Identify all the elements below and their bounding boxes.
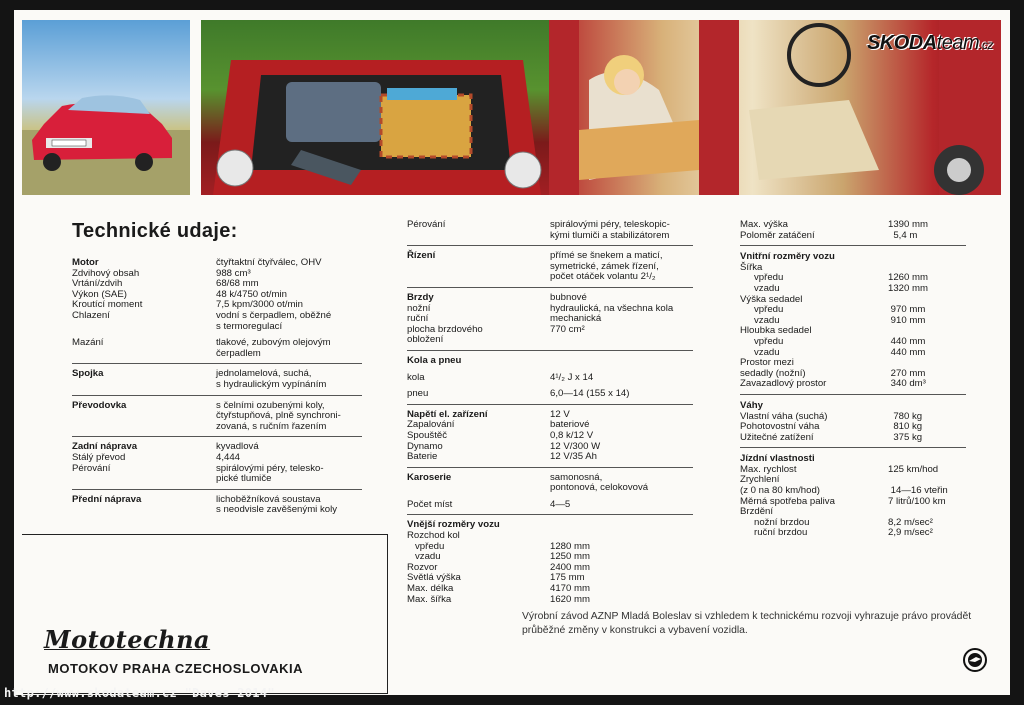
spec-label xyxy=(407,272,550,283)
spec-label: Napětí el. zařízení xyxy=(407,408,488,420)
spec-row xyxy=(72,322,362,333)
section-divider xyxy=(740,394,966,395)
spec-row xyxy=(407,389,693,400)
spec-value: 1320 mm xyxy=(888,282,928,294)
spec-value: pontonová, celokovová xyxy=(550,482,649,494)
spec-row xyxy=(740,497,966,508)
spec-label: Vnější rozměry vozu xyxy=(407,519,500,531)
spec-label: Počet míst xyxy=(407,498,453,510)
spec-label: vpředu xyxy=(407,540,445,552)
spec-label: Zadní náprava xyxy=(72,441,138,453)
spec-value: 780 kg xyxy=(888,410,923,422)
spec-value: 4¹/₂ J x 14 xyxy=(550,371,594,383)
brochure-page xyxy=(14,10,1010,695)
spec-value: symetrické, zámek řízení, xyxy=(550,260,659,272)
spec-value: pické tlumiče xyxy=(216,473,272,485)
spec-row xyxy=(72,453,362,464)
spec-row xyxy=(72,349,362,360)
spec-value: zovaná, s ručním řazením xyxy=(216,420,327,432)
spec-row xyxy=(740,433,966,444)
spec-label: Prostor mezi xyxy=(740,357,794,369)
section-divider xyxy=(72,363,362,364)
spec-row xyxy=(407,431,693,442)
source-url: http://www.skodateam.cz "Daves 2014" xyxy=(4,686,275,700)
spec-value: spirálovými péry, telesko- xyxy=(216,462,324,474)
spec-label: Vlastní váha (suchá) xyxy=(740,410,828,422)
photo-car-exterior xyxy=(22,20,190,195)
spec-label: Poloměr zatáčení xyxy=(740,229,815,241)
spec-label xyxy=(407,231,550,242)
spec-label: Spojka xyxy=(72,368,104,380)
spec-value: 1280 mm xyxy=(550,540,590,552)
spec-value: vodní s čerpadlem, oběžné xyxy=(216,309,332,321)
photo-car-trunk xyxy=(201,20,553,195)
spec-label: Výška sedadel xyxy=(740,293,803,305)
spec-value: 125 km/hod xyxy=(888,463,939,475)
section-divider xyxy=(740,447,966,448)
spec-row xyxy=(72,258,362,269)
spec-label: Max. délka xyxy=(407,583,454,595)
spec-label: Jízdní vlastnosti xyxy=(740,453,815,465)
spec-value: 1390 mm xyxy=(888,219,928,230)
spec-label: Zdvihový obsah xyxy=(72,267,140,279)
spec-value: 12 V/300 W xyxy=(550,440,601,452)
spec-value: 970 mm xyxy=(888,304,926,316)
spec-label: vpředu xyxy=(754,272,784,284)
spec-value: kými tlumiči a stabilizátorem xyxy=(550,229,670,241)
spec-label: Užitečné zatížení xyxy=(740,431,814,443)
spec-label: Výkon (SAE) xyxy=(72,288,127,300)
spec-label: Max. výška xyxy=(740,219,788,230)
spec-value xyxy=(550,335,693,346)
spec-value: 12 V xyxy=(550,408,570,420)
spec-label: Mazání xyxy=(72,337,104,349)
spec-value: 7 litrů/100 km xyxy=(888,495,946,507)
spec-row xyxy=(740,401,966,412)
spec-row xyxy=(72,422,362,433)
spec-label: Karoserie xyxy=(407,471,452,483)
spec-value: 48 k/4750 ot/min xyxy=(216,288,287,300)
spec-value xyxy=(884,252,966,263)
spec-row xyxy=(72,505,362,516)
spec-column-1 xyxy=(72,258,362,516)
spec-value: 988 cm³ xyxy=(216,267,251,279)
spec-label: sedadly (nožní) xyxy=(740,367,806,379)
section-divider xyxy=(407,287,693,288)
spec-value: s hydraulickým vypínáním xyxy=(216,378,327,390)
spec-value: 6,0—14 (155 x 14) xyxy=(550,388,630,400)
spec-column-2 xyxy=(407,220,693,605)
spec-row xyxy=(407,595,693,606)
spec-label: vpředu xyxy=(754,304,784,316)
spec-row xyxy=(740,337,966,348)
spec-label: vpředu xyxy=(754,335,784,347)
spec-value xyxy=(550,356,693,367)
section-divider xyxy=(740,245,966,246)
spec-value: čtyřstupňová, plně synchroni- xyxy=(216,410,341,422)
spec-row xyxy=(407,335,693,346)
spec-label: Pohotovostní váha xyxy=(740,421,820,433)
spec-label xyxy=(407,483,550,494)
spec-label: pneu xyxy=(407,388,429,400)
spec-label: Vnitřní rozměry vozu xyxy=(740,251,835,263)
spec-label: Světlá výška xyxy=(407,572,461,584)
spec-row xyxy=(407,373,693,384)
section-divider xyxy=(72,395,362,396)
spec-value: s termoregulací xyxy=(216,320,283,332)
spec-column-3 xyxy=(740,220,966,539)
manufacturer-note: Výrobní závod AZNP Mladá Boleslav si vzhledem k technickému rozvoji vyhrazuje právo provádět průběžné změny v konstrukci a vybavení vozidla. xyxy=(522,611,972,636)
spec-row xyxy=(72,380,362,391)
spec-label: Pérování xyxy=(72,462,111,474)
spec-value: s neodvisle zavěšenými koly xyxy=(216,504,338,516)
spec-label: Chlazení xyxy=(72,309,110,321)
photo-car-interior xyxy=(549,20,1001,195)
spec-label: plocha brzdového xyxy=(407,323,483,335)
spec-label: Vrtání/zdvih xyxy=(72,278,123,290)
spec-label: Spouštěč xyxy=(407,429,448,441)
spec-value: 440 mm xyxy=(888,346,926,358)
spec-row xyxy=(740,284,966,295)
spec-label: Pérování xyxy=(407,219,446,230)
section-divider xyxy=(407,514,693,515)
spec-value: 910 mm xyxy=(888,314,926,326)
spec-row xyxy=(407,483,693,494)
dealer-box xyxy=(22,534,388,694)
spec-value: 4,444 xyxy=(216,451,241,463)
spec-value: lichoběžníková soustava xyxy=(216,493,321,505)
spec-row xyxy=(72,474,362,485)
spec-row xyxy=(407,293,693,304)
spec-value: 440 mm xyxy=(888,335,926,347)
spec-value: čerpadlem xyxy=(216,347,261,359)
section-divider xyxy=(407,467,693,468)
section-divider xyxy=(407,404,693,405)
site-logo: SKODAteam.cz xyxy=(866,32,993,54)
spec-label: Přední náprava xyxy=(72,493,142,505)
spec-label xyxy=(72,411,216,422)
spec-row xyxy=(407,452,693,463)
spec-value: 7,5 kpm/3000 ot/min xyxy=(216,299,303,311)
spec-value: 12 V/35 Ah xyxy=(550,451,597,463)
spec-value: 5,4 m xyxy=(888,229,918,241)
spec-row xyxy=(407,356,693,367)
spec-value: bateriové xyxy=(550,419,590,431)
spec-value: samonosná, xyxy=(550,471,603,483)
spec-value: 14—16 vteřin xyxy=(888,485,948,497)
spec-value: bubnové xyxy=(550,291,587,303)
spec-label xyxy=(407,262,550,273)
spec-value: 1260 mm xyxy=(888,272,928,284)
spec-label: Zrychlení xyxy=(740,474,780,486)
spec-label xyxy=(72,322,216,333)
spec-label xyxy=(72,349,216,360)
spec-label: Měrná spotřeba paliva xyxy=(740,495,835,507)
spec-label: Řízení xyxy=(407,250,436,262)
spec-value: spirálovými péry, teleskopic- xyxy=(550,219,670,230)
spec-value: 810 kg xyxy=(888,421,923,433)
spec-label: Zapalování xyxy=(407,419,455,431)
spec-label: Kroutící moment xyxy=(72,299,143,311)
spec-label: ruční xyxy=(407,313,429,325)
spec-label: Dynamo xyxy=(407,440,443,452)
spec-label: Baterie xyxy=(407,451,438,463)
spec-row xyxy=(407,272,693,283)
spec-value: počet otáček volantu 2¹/₂ xyxy=(550,271,656,283)
spec-value: hydraulická, na všechna kola xyxy=(550,302,674,314)
spec-value: 2,9 m/sec² xyxy=(888,527,933,539)
skoda-emblem-icon xyxy=(963,648,987,672)
spec-label: nožní xyxy=(407,302,431,314)
spec-row xyxy=(740,252,966,263)
spec-value: 8,2 m/sec² xyxy=(888,516,933,528)
spec-label: Max. rychlost xyxy=(740,463,797,475)
spec-label: Stálý převod xyxy=(72,451,126,463)
spec-label: (z 0 na 80 km/hod) xyxy=(740,485,820,497)
spec-label xyxy=(72,505,216,516)
spec-label: Hloubka sedadel xyxy=(740,325,812,337)
spec-row xyxy=(407,231,693,242)
company-name: MOTOKOV PRAHA CZECHOSLOVAKIA xyxy=(48,661,303,676)
spec-label: Brzdění xyxy=(740,506,774,518)
spec-value xyxy=(884,401,966,412)
spec-label: ruční brzdou xyxy=(754,527,808,539)
spec-value: 770 cm² xyxy=(550,323,585,335)
spec-value: 270 mm xyxy=(888,367,926,379)
spec-label: vzadu xyxy=(754,346,780,358)
spec-label: nožní brzdou xyxy=(754,516,810,528)
spec-value: mechanická xyxy=(550,313,602,325)
spec-label: vzadu xyxy=(407,551,441,563)
spec-label: Brzdy xyxy=(407,291,434,303)
spec-label: obložení xyxy=(407,334,444,346)
spec-label: kola xyxy=(407,371,425,383)
section-divider xyxy=(72,436,362,437)
spec-row xyxy=(407,500,693,511)
spec-value: 68/68 mm xyxy=(216,278,259,290)
spec-label: Váhy xyxy=(740,399,763,411)
spec-value: 4170 mm xyxy=(550,583,590,595)
spec-label: Rozchod kol xyxy=(407,530,460,542)
spec-value: jednolamelová, suchá, xyxy=(216,368,312,380)
spec-value: 4—5 xyxy=(550,498,571,510)
spec-value: 1250 mm xyxy=(550,551,590,563)
spec-row xyxy=(740,528,966,539)
spec-label: Převodovka xyxy=(72,399,127,411)
spec-value: 2400 mm xyxy=(550,561,590,573)
spec-row xyxy=(740,231,966,242)
spec-value: 1620 mm xyxy=(550,593,590,605)
spec-value xyxy=(550,520,693,531)
spec-row xyxy=(407,220,693,231)
spec-label xyxy=(72,474,216,485)
section-divider xyxy=(72,489,362,490)
spec-label: vzadu xyxy=(754,282,780,294)
spec-value: 375 kg xyxy=(888,431,923,443)
mototechna-logo: Mototechna xyxy=(44,625,211,654)
spec-value: přímé se šnekem a maticí, xyxy=(550,250,663,262)
spec-value: 175 mm xyxy=(550,572,585,584)
spec-label: Šířka xyxy=(740,261,763,273)
section-divider xyxy=(407,350,693,351)
spec-label: Kola a pneu xyxy=(407,354,462,366)
spec-label xyxy=(72,380,216,391)
spec-value: čtyřtaktní čtyřválec, OHV xyxy=(216,257,322,268)
spec-label: Rozvor xyxy=(407,561,438,573)
spec-row xyxy=(72,311,362,322)
spec-value: 340 dm³ xyxy=(888,378,926,390)
spec-row xyxy=(407,325,693,336)
spec-label: Zavazadlový prostor xyxy=(740,378,827,390)
spec-value: s čelními ozubenými koly, xyxy=(216,399,325,411)
spec-row xyxy=(740,220,966,231)
spec-value: kyvadlová xyxy=(216,441,259,453)
spec-label: Max. šířka xyxy=(407,593,452,605)
spec-row xyxy=(740,379,966,390)
page-title: Technické udaje: xyxy=(72,220,238,242)
spec-label xyxy=(72,422,216,433)
spec-label: vzadu xyxy=(754,314,780,326)
spec-label: Motor xyxy=(72,257,99,268)
spec-value: 0,8 k/12 V xyxy=(550,429,594,441)
section-divider xyxy=(407,245,693,246)
spec-value: tlakové, zubovým olejovým xyxy=(216,337,331,349)
